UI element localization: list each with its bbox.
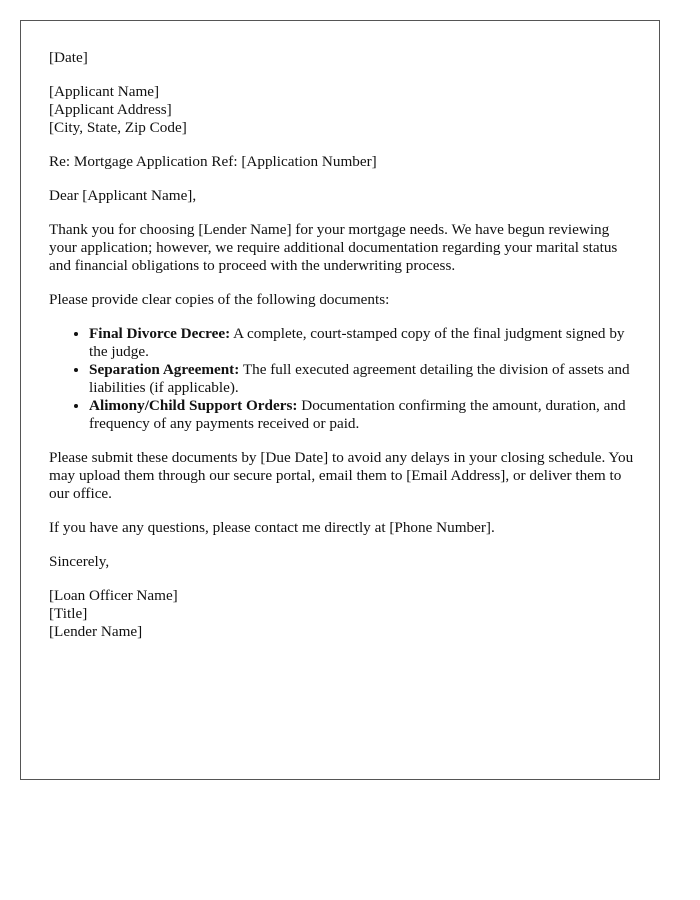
closing: Sincerely, [49,553,110,570]
documents-list [49,325,639,433]
list-item [89,325,639,361]
submit-paragraph: Please submit these documents by [Due Date] to avoid any delays in your closing schedule. You may upload them through our secure portal, email them to [Email Address], or deliver them to our office. [49,449,634,502]
document-description: The full executed agreement detailing the division of assets and liabilities (if applicable). [89,361,630,396]
contact-paragraph: If you have any questions, please contact me directly at [Phone Number]. [49,519,495,536]
reference-line: Re: Mortgage Application Ref: [Application Number] [49,153,377,170]
recipient-name: [Applicant Name] [49,83,160,100]
letter-body [49,49,639,641]
signature-block [49,587,639,641]
recipient-block [49,83,639,137]
letter-page [20,20,660,780]
document-description: Documentation confirming the amount, duration, and frequency of any payments received or paid. [89,397,626,432]
salutation: Dear [Applicant Name], [49,187,197,204]
document-term: Final Divorce Decree: [89,325,231,342]
recipient-city-line: [City, State, Zip Code] [49,119,187,136]
intro-paragraph: Thank you for choosing [Lender Name] for your mortgage needs. We have begun reviewing your application; however, we require additional documentation regarding your marital status and financial obligations to proceed with the underwriting process. [49,221,618,274]
request-paragraph: Please provide clear copies of the following documents: [49,291,390,308]
document-description: A complete, court-stamped copy of the final judgment signed by the judge. [89,325,625,360]
recipient-address: [Applicant Address] [49,101,172,118]
signature-title: [Title] [49,605,88,622]
signature-name: [Loan Officer Name] [49,587,178,604]
document-term: Separation Agreement: [89,361,240,378]
signature-lender: [Lender Name] [49,623,143,640]
letter-date: [Date] [49,49,88,66]
list-item [89,397,639,433]
list-item [89,361,639,397]
document-term: Alimony/Child Support Orders: [89,397,298,414]
